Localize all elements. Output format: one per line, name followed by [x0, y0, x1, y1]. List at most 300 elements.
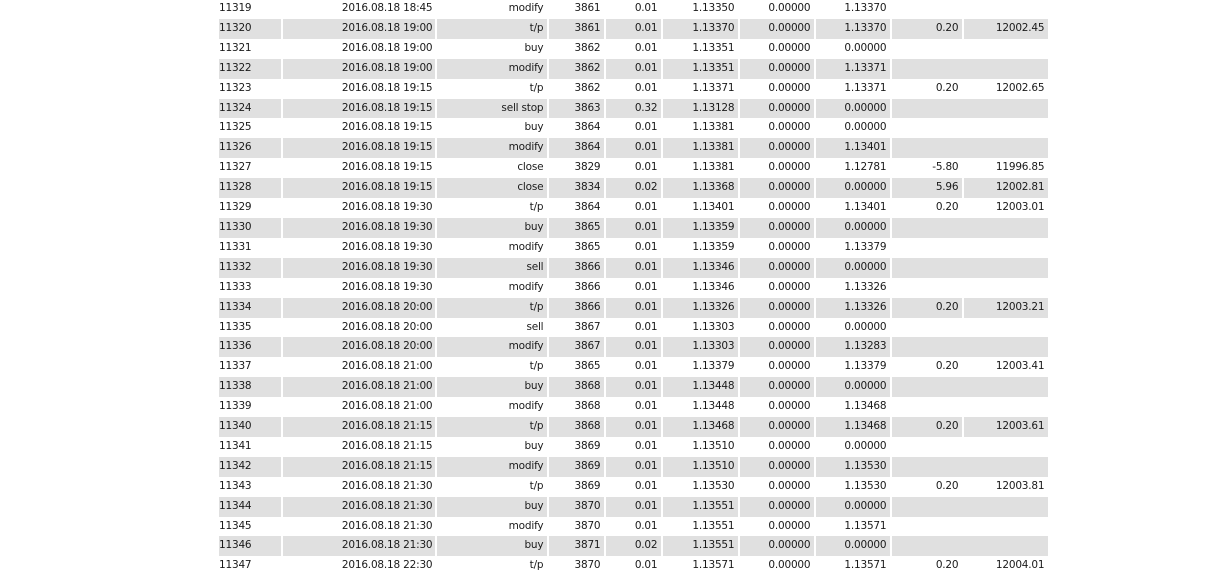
deal-number-cell: 11330: [219, 218, 281, 238]
take-profit-cell: 1.13571: [844, 519, 887, 532]
table-row: [219, 457, 1048, 477]
deal-number-cell: 11333: [219, 280, 252, 293]
stop-loss-cell: 0.00000: [768, 161, 811, 174]
profit-cell: 0.20: [935, 360, 959, 373]
take-profit-cell: 1.13530: [844, 479, 887, 492]
stop-loss-cell: 0.00000: [740, 218, 814, 238]
order-number-cell: 3868: [574, 400, 601, 413]
stop-loss-cell: 0.00000: [740, 258, 814, 278]
deal-price-cell: 1.13381: [692, 161, 735, 174]
table-row: [219, 517, 1048, 537]
table-row: [219, 39, 1048, 59]
table-row: [219, 79, 1048, 99]
stop-loss-cell: 0.00000: [740, 337, 814, 357]
take-profit-cell: 0.00000: [844, 439, 887, 452]
order-number-cell: 3871: [549, 536, 604, 556]
profit-cell: [892, 118, 1048, 138]
deal-price-cell: 1.13326: [663, 298, 738, 318]
table-row: [219, 178, 1048, 198]
deal-type-cell: t/p: [437, 298, 547, 318]
deal-time-cell: 2016.08.18 19:15: [341, 161, 433, 174]
table-row: [219, 318, 1048, 338]
deal-number-cell: 11327: [219, 161, 252, 174]
deal-number-cell: 11344: [219, 497, 281, 517]
profit-cell: [892, 536, 1048, 556]
deal-type-cell: t/p: [529, 360, 544, 373]
stop-loss-cell: 0.00000: [768, 41, 811, 54]
deal-number-cell: 11346: [219, 536, 281, 556]
deal-price-cell: 1.13571: [692, 559, 735, 572]
profit-cell: [892, 0, 1048, 19]
take-profit-cell: 1.13379: [844, 240, 887, 253]
deal-time-cell: 2016.08.18 21:30: [341, 519, 433, 532]
deal-time-cell: 2016.08.18 21:30: [283, 536, 435, 556]
order-number-cell: 3864: [574, 201, 601, 214]
deal-type-cell: buy: [524, 439, 544, 452]
table-row: [219, 357, 1048, 377]
deal-time-cell: 2016.08.18 20:00: [283, 298, 435, 318]
balance-cell: 12002.65: [995, 81, 1045, 94]
take-profit-cell: 1.13371: [844, 81, 887, 94]
deal-type-cell: sell: [437, 258, 547, 278]
profit-cell: [892, 278, 1048, 298]
stop-loss-cell: 0.00000: [768, 201, 811, 214]
profit-cell: [892, 337, 1048, 357]
deal-time-cell: 2016.08.18 19:15: [341, 121, 433, 134]
deal-number-cell: 11328: [219, 178, 281, 198]
deal-size-cell: 0.02: [606, 178, 661, 198]
deal-size-cell: 0.01: [634, 559, 658, 572]
order-number-cell: 3870: [574, 559, 601, 572]
profit-cell: [892, 59, 1048, 79]
order-number-cell: 3862: [574, 81, 601, 94]
deal-price-cell: 1.13351: [663, 59, 738, 79]
profit-cell: [892, 39, 1048, 59]
deal-number-cell: 11345: [219, 519, 252, 532]
deal-time-cell: 2016.08.18 21:00: [341, 360, 433, 373]
deal-time-cell: 2016.08.18 19:30: [283, 258, 435, 278]
profit-cell: 0.20: [892, 298, 962, 318]
profit-cell: 0.20: [892, 417, 962, 437]
stop-loss-cell: 0.00000: [768, 400, 811, 413]
deal-time-cell: 2016.08.18 19:00: [283, 59, 435, 79]
profit-cell: [892, 238, 1048, 258]
deal-price-cell: 1.13381: [692, 121, 735, 134]
deal-size-cell: 0.01: [606, 298, 661, 318]
take-profit-cell: 1.13370: [816, 19, 890, 39]
deal-price-cell: 1.13510: [692, 439, 735, 452]
deal-number-cell: 11340: [219, 417, 281, 437]
table-row: [219, 397, 1048, 417]
stop-loss-cell: 0.00000: [740, 497, 814, 517]
profit-cell: [892, 138, 1048, 158]
table-row: [219, 536, 1048, 556]
balance-cell: 12003.21: [964, 298, 1048, 318]
stop-loss-cell: 0.00000: [768, 280, 811, 293]
balance-cell: 11996.85: [995, 161, 1045, 174]
trade-history-table: [217, 0, 1050, 576]
deal-price-cell: 1.13468: [663, 417, 738, 437]
deal-time-cell: 2016.08.18 19:30: [283, 218, 435, 238]
deal-size-cell: 0.01: [606, 138, 661, 158]
take-profit-cell: 0.00000: [816, 178, 890, 198]
profit-cell: -5.80: [932, 161, 959, 174]
order-number-cell: 3866: [549, 258, 604, 278]
stop-loss-cell: 0.00000: [740, 536, 814, 556]
stop-loss-cell: 0.00000: [768, 240, 811, 253]
deal-size-cell: 0.01: [634, 121, 658, 134]
profit-cell: 5.96: [892, 178, 962, 198]
profit-cell: 0.20: [935, 559, 959, 572]
deal-size-cell: 0.01: [606, 59, 661, 79]
deal-size-cell: 0.32: [606, 99, 661, 119]
deal-type-cell: t/p: [529, 479, 544, 492]
take-profit-cell: 0.00000: [816, 497, 890, 517]
table-row: [219, 0, 1048, 19]
deal-number-cell: 11342: [219, 457, 281, 477]
deal-type-cell: modify: [437, 337, 547, 357]
deal-time-cell: 2016.08.18 21:15: [283, 457, 435, 477]
take-profit-cell: 1.13571: [844, 559, 887, 572]
deal-time-cell: 2016.08.18 20:00: [341, 320, 433, 333]
take-profit-cell: 1.13326: [816, 298, 890, 318]
profit-cell: [892, 517, 1048, 537]
balance-cell: 12002.81: [964, 178, 1048, 198]
deal-price-cell: 1.13350: [692, 2, 735, 14]
deal-number-cell: 11337: [219, 360, 252, 373]
deal-size-cell: 0.01: [634, 280, 658, 293]
deal-type-cell: buy: [524, 41, 544, 54]
table-row: [219, 118, 1048, 138]
deal-type-cell: sell: [526, 320, 544, 333]
deal-type-cell: buy: [437, 377, 547, 397]
deal-number-cell: 11321: [219, 41, 252, 54]
order-number-cell: 3866: [574, 280, 601, 293]
take-profit-cell: 1.13371: [816, 59, 890, 79]
deal-price-cell: 1.13359: [692, 240, 735, 253]
order-number-cell: 3829: [574, 161, 601, 174]
table-row: [219, 497, 1048, 517]
stop-loss-cell: 0.00000: [740, 417, 814, 437]
table-row: [219, 437, 1048, 457]
order-number-cell: 3869: [574, 439, 601, 452]
deal-number-cell: 11338: [219, 377, 281, 397]
balance-cell: 12004.01: [995, 559, 1045, 572]
table-row: [219, 238, 1048, 258]
take-profit-cell: 1.13370: [844, 2, 887, 14]
deal-number-cell: 11339: [219, 400, 252, 413]
deal-type-cell: sell stop: [437, 99, 547, 119]
stop-loss-cell: 0.00000: [740, 19, 814, 39]
take-profit-cell: 0.00000: [816, 258, 890, 278]
stop-loss-cell: 0.00000: [740, 377, 814, 397]
stop-loss-cell: 0.00000: [740, 59, 814, 79]
deal-price-cell: 1.13346: [692, 280, 735, 293]
deal-type-cell: close: [437, 178, 547, 198]
deal-type-cell: t/p: [529, 81, 544, 94]
table-row: [219, 417, 1048, 437]
deal-number-cell: 11319: [219, 2, 252, 14]
stop-loss-cell: 0.00000: [768, 519, 811, 532]
deal-price-cell: 1.13551: [692, 519, 735, 532]
deal-size-cell: 0.01: [634, 320, 658, 333]
deal-size-cell: 0.01: [634, 2, 658, 14]
table-row: [219, 278, 1048, 298]
deal-type-cell: modify: [508, 2, 544, 14]
balance-cell: 12003.81: [995, 479, 1045, 492]
profit-cell: [892, 258, 1048, 278]
deal-price-cell: 1.13371: [692, 81, 735, 94]
deal-number-cell: 11336: [219, 337, 281, 357]
stop-loss-cell: 0.00000: [768, 559, 811, 572]
deal-time-cell: 2016.08.18 19:00: [283, 19, 435, 39]
order-number-cell: 3861: [549, 19, 604, 39]
table-row: [219, 377, 1048, 397]
table-row: [219, 477, 1048, 497]
deal-type-cell: t/p: [529, 559, 544, 572]
table-row: [219, 59, 1048, 79]
deal-type-cell: buy: [437, 536, 547, 556]
deal-time-cell: 2016.08.18 19:00: [341, 41, 433, 54]
take-profit-cell: 0.00000: [844, 320, 887, 333]
deal-type-cell: t/p: [437, 19, 547, 39]
table-row: [219, 19, 1048, 39]
deal-number-cell: 11322: [219, 59, 281, 79]
table-row: [219, 337, 1048, 357]
stop-loss-cell: 0.00000: [768, 81, 811, 94]
table-row: [219, 138, 1048, 158]
deal-time-cell: 2016.08.18 19:15: [341, 81, 433, 94]
deal-time-cell: 2016.08.18 19:30: [341, 201, 433, 214]
stop-loss-cell: 0.00000: [768, 439, 811, 452]
deal-size-cell: 0.01: [606, 497, 661, 517]
take-profit-cell: 0.00000: [816, 377, 890, 397]
deal-type-cell: modify: [437, 457, 547, 477]
order-number-cell: 3865: [574, 360, 601, 373]
deal-time-cell: 2016.08.18 18:45: [341, 2, 433, 14]
deal-size-cell: 0.01: [634, 519, 658, 532]
deal-price-cell: 1.13346: [663, 258, 738, 278]
deal-number-cell: 11320: [219, 19, 281, 39]
deal-type-cell: buy: [524, 121, 544, 134]
deal-size-cell: 0.01: [634, 240, 658, 253]
deal-price-cell: 1.13303: [663, 337, 738, 357]
deal-number-cell: 11325: [219, 121, 252, 134]
deal-time-cell: 2016.08.18 19:15: [283, 178, 435, 198]
deal-size-cell: 0.01: [634, 161, 658, 174]
order-number-cell: 3867: [574, 320, 601, 333]
deal-time-cell: 2016.08.18 19:15: [283, 99, 435, 119]
order-number-cell: 3834: [549, 178, 604, 198]
take-profit-cell: 1.13401: [844, 201, 887, 214]
deal-time-cell: 2016.08.18 19:30: [341, 280, 433, 293]
stop-loss-cell: 0.00000: [740, 457, 814, 477]
take-profit-cell: 1.13283: [816, 337, 890, 357]
deal-price-cell: 1.13530: [692, 479, 735, 492]
deal-price-cell: 1.13381: [663, 138, 738, 158]
deal-price-cell: 1.13448: [663, 377, 738, 397]
deal-number-cell: 11335: [219, 320, 252, 333]
deal-size-cell: 0.01: [606, 258, 661, 278]
take-profit-cell: 0.00000: [844, 41, 887, 54]
deal-size-cell: 0.01: [634, 439, 658, 452]
deal-price-cell: 1.13128: [663, 99, 738, 119]
deal-type-cell: modify: [508, 280, 544, 293]
deal-size-cell: 0.02: [606, 536, 661, 556]
deal-number-cell: 11323: [219, 81, 252, 94]
deal-type-cell: modify: [508, 400, 544, 413]
order-number-cell: 3862: [549, 59, 604, 79]
profit-cell: [892, 457, 1048, 477]
table-row: [219, 198, 1048, 218]
deal-time-cell: 2016.08.18 19:30: [341, 240, 433, 253]
deal-type-cell: modify: [437, 138, 547, 158]
take-profit-cell: 1.13379: [844, 360, 887, 373]
table-row: [219, 99, 1048, 119]
table-row: [219, 158, 1048, 178]
deal-time-cell: 2016.08.18 21:00: [283, 377, 435, 397]
deal-size-cell: 0.01: [606, 417, 661, 437]
deal-size-cell: 0.01: [634, 41, 658, 54]
deal-number-cell: 11329: [219, 201, 252, 214]
deal-size-cell: 0.01: [606, 377, 661, 397]
deal-type-cell: buy: [437, 218, 547, 238]
deal-number-cell: 11334: [219, 298, 281, 318]
deal-number-cell: 11341: [219, 439, 252, 452]
order-number-cell: 3868: [549, 417, 604, 437]
deal-number-cell: 11331: [219, 240, 252, 253]
take-profit-cell: 1.13401: [816, 138, 890, 158]
deal-price-cell: 1.13401: [692, 201, 735, 214]
deal-size-cell: 0.01: [606, 457, 661, 477]
deal-price-cell: 1.13551: [663, 497, 738, 517]
profit-cell: [892, 218, 1048, 238]
deal-size-cell: 0.01: [634, 201, 658, 214]
order-number-cell: 3869: [574, 479, 601, 492]
deal-number-cell: 11324: [219, 99, 281, 119]
balance-cell: 12003.61: [964, 417, 1048, 437]
deal-type-cell: modify: [508, 240, 544, 253]
take-profit-cell: 1.13468: [844, 400, 887, 413]
deal-time-cell: 2016.08.18 21:30: [283, 497, 435, 517]
stop-loss-cell: 0.00000: [768, 320, 811, 333]
deal-type-cell: t/p: [437, 417, 547, 437]
trade-history-body: [219, 0, 1048, 576]
stop-loss-cell: 0.00000: [740, 138, 814, 158]
deal-type-cell: modify: [437, 59, 547, 79]
deal-size-cell: 0.01: [606, 218, 661, 238]
order-number-cell: 3865: [549, 218, 604, 238]
deal-size-cell: 0.01: [634, 360, 658, 373]
take-profit-cell: 0.00000: [816, 99, 890, 119]
balance-cell: 12002.45: [964, 19, 1048, 39]
deal-price-cell: 1.13448: [692, 400, 735, 413]
profit-cell: 0.20: [935, 81, 959, 94]
deal-price-cell: 1.13303: [692, 320, 735, 333]
deal-time-cell: 2016.08.18 22:30: [341, 559, 433, 572]
order-number-cell: 3862: [574, 41, 601, 54]
take-profit-cell: 0.00000: [816, 536, 890, 556]
balance-cell: 12003.41: [995, 360, 1045, 373]
deal-type-cell: t/p: [529, 201, 544, 214]
profit-cell: [892, 497, 1048, 517]
deal-type-cell: modify: [508, 519, 544, 532]
deal-price-cell: 1.13368: [663, 178, 738, 198]
deal-price-cell: 1.13370: [663, 19, 738, 39]
stop-loss-cell: 0.00000: [768, 360, 811, 373]
profit-cell: [892, 318, 1048, 338]
deal-price-cell: 1.13351: [692, 41, 735, 54]
deal-size-cell: 0.01: [634, 400, 658, 413]
take-profit-cell: 0.00000: [844, 121, 887, 134]
deal-price-cell: 1.13551: [663, 536, 738, 556]
deal-number-cell: 11343: [219, 479, 252, 492]
stop-loss-cell: 0.00000: [740, 99, 814, 119]
deal-number-cell: 11332: [219, 258, 281, 278]
profit-cell: 0.20: [892, 19, 962, 39]
deal-size-cell: 0.01: [606, 19, 661, 39]
deal-time-cell: 2016.08.18 21:15: [341, 439, 433, 452]
deal-number-cell: 11326: [219, 138, 281, 158]
profit-cell: [892, 377, 1048, 397]
order-number-cell: 3866: [549, 298, 604, 318]
take-profit-cell: 1.13468: [816, 417, 890, 437]
deal-type-cell: close: [517, 161, 544, 174]
deal-number-cell: 11347: [219, 559, 252, 572]
deal-size-cell: 0.01: [606, 337, 661, 357]
deal-size-cell: 0.01: [634, 479, 658, 492]
profit-cell: [892, 99, 1048, 119]
profit-cell: 0.20: [935, 479, 959, 492]
stop-loss-cell: 0.00000: [768, 2, 811, 14]
order-number-cell: 3867: [549, 337, 604, 357]
deal-time-cell: 2016.08.18 21:30: [341, 479, 433, 492]
table-row: [219, 218, 1048, 238]
order-number-cell: 3868: [549, 377, 604, 397]
deal-size-cell: 0.01: [634, 81, 658, 94]
deal-price-cell: 1.13379: [692, 360, 735, 373]
order-number-cell: 3870: [549, 497, 604, 517]
order-number-cell: 3861: [574, 2, 601, 14]
take-profit-cell: 1.13326: [844, 280, 887, 293]
deal-price-cell: 1.13510: [663, 457, 738, 477]
stop-loss-cell: 0.00000: [768, 479, 811, 492]
stop-loss-cell: 0.00000: [740, 298, 814, 318]
profit-cell: 0.20: [935, 201, 959, 214]
deal-time-cell: 2016.08.18 19:15: [283, 138, 435, 158]
table-row: [219, 258, 1048, 278]
deal-price-cell: 1.13359: [663, 218, 738, 238]
profit-cell: [892, 437, 1048, 457]
deal-time-cell: 2016.08.18 21:15: [283, 417, 435, 437]
deal-time-cell: 2016.08.18 21:00: [341, 400, 433, 413]
order-number-cell: 3863: [549, 99, 604, 119]
order-number-cell: 3869: [549, 457, 604, 477]
balance-cell: 12003.01: [995, 201, 1045, 214]
stop-loss-cell: 0.00000: [740, 178, 814, 198]
take-profit-cell: 0.00000: [816, 218, 890, 238]
order-number-cell: 3870: [574, 519, 601, 532]
order-number-cell: 3864: [549, 138, 604, 158]
stop-loss-cell: 0.00000: [768, 121, 811, 134]
order-number-cell: 3864: [574, 121, 601, 134]
order-number-cell: 3865: [574, 240, 601, 253]
table-row: [219, 298, 1048, 318]
deal-type-cell: buy: [437, 497, 547, 517]
table-row: [219, 556, 1048, 576]
take-profit-cell: 1.12781: [844, 161, 887, 174]
take-profit-cell: 1.13530: [816, 457, 890, 477]
